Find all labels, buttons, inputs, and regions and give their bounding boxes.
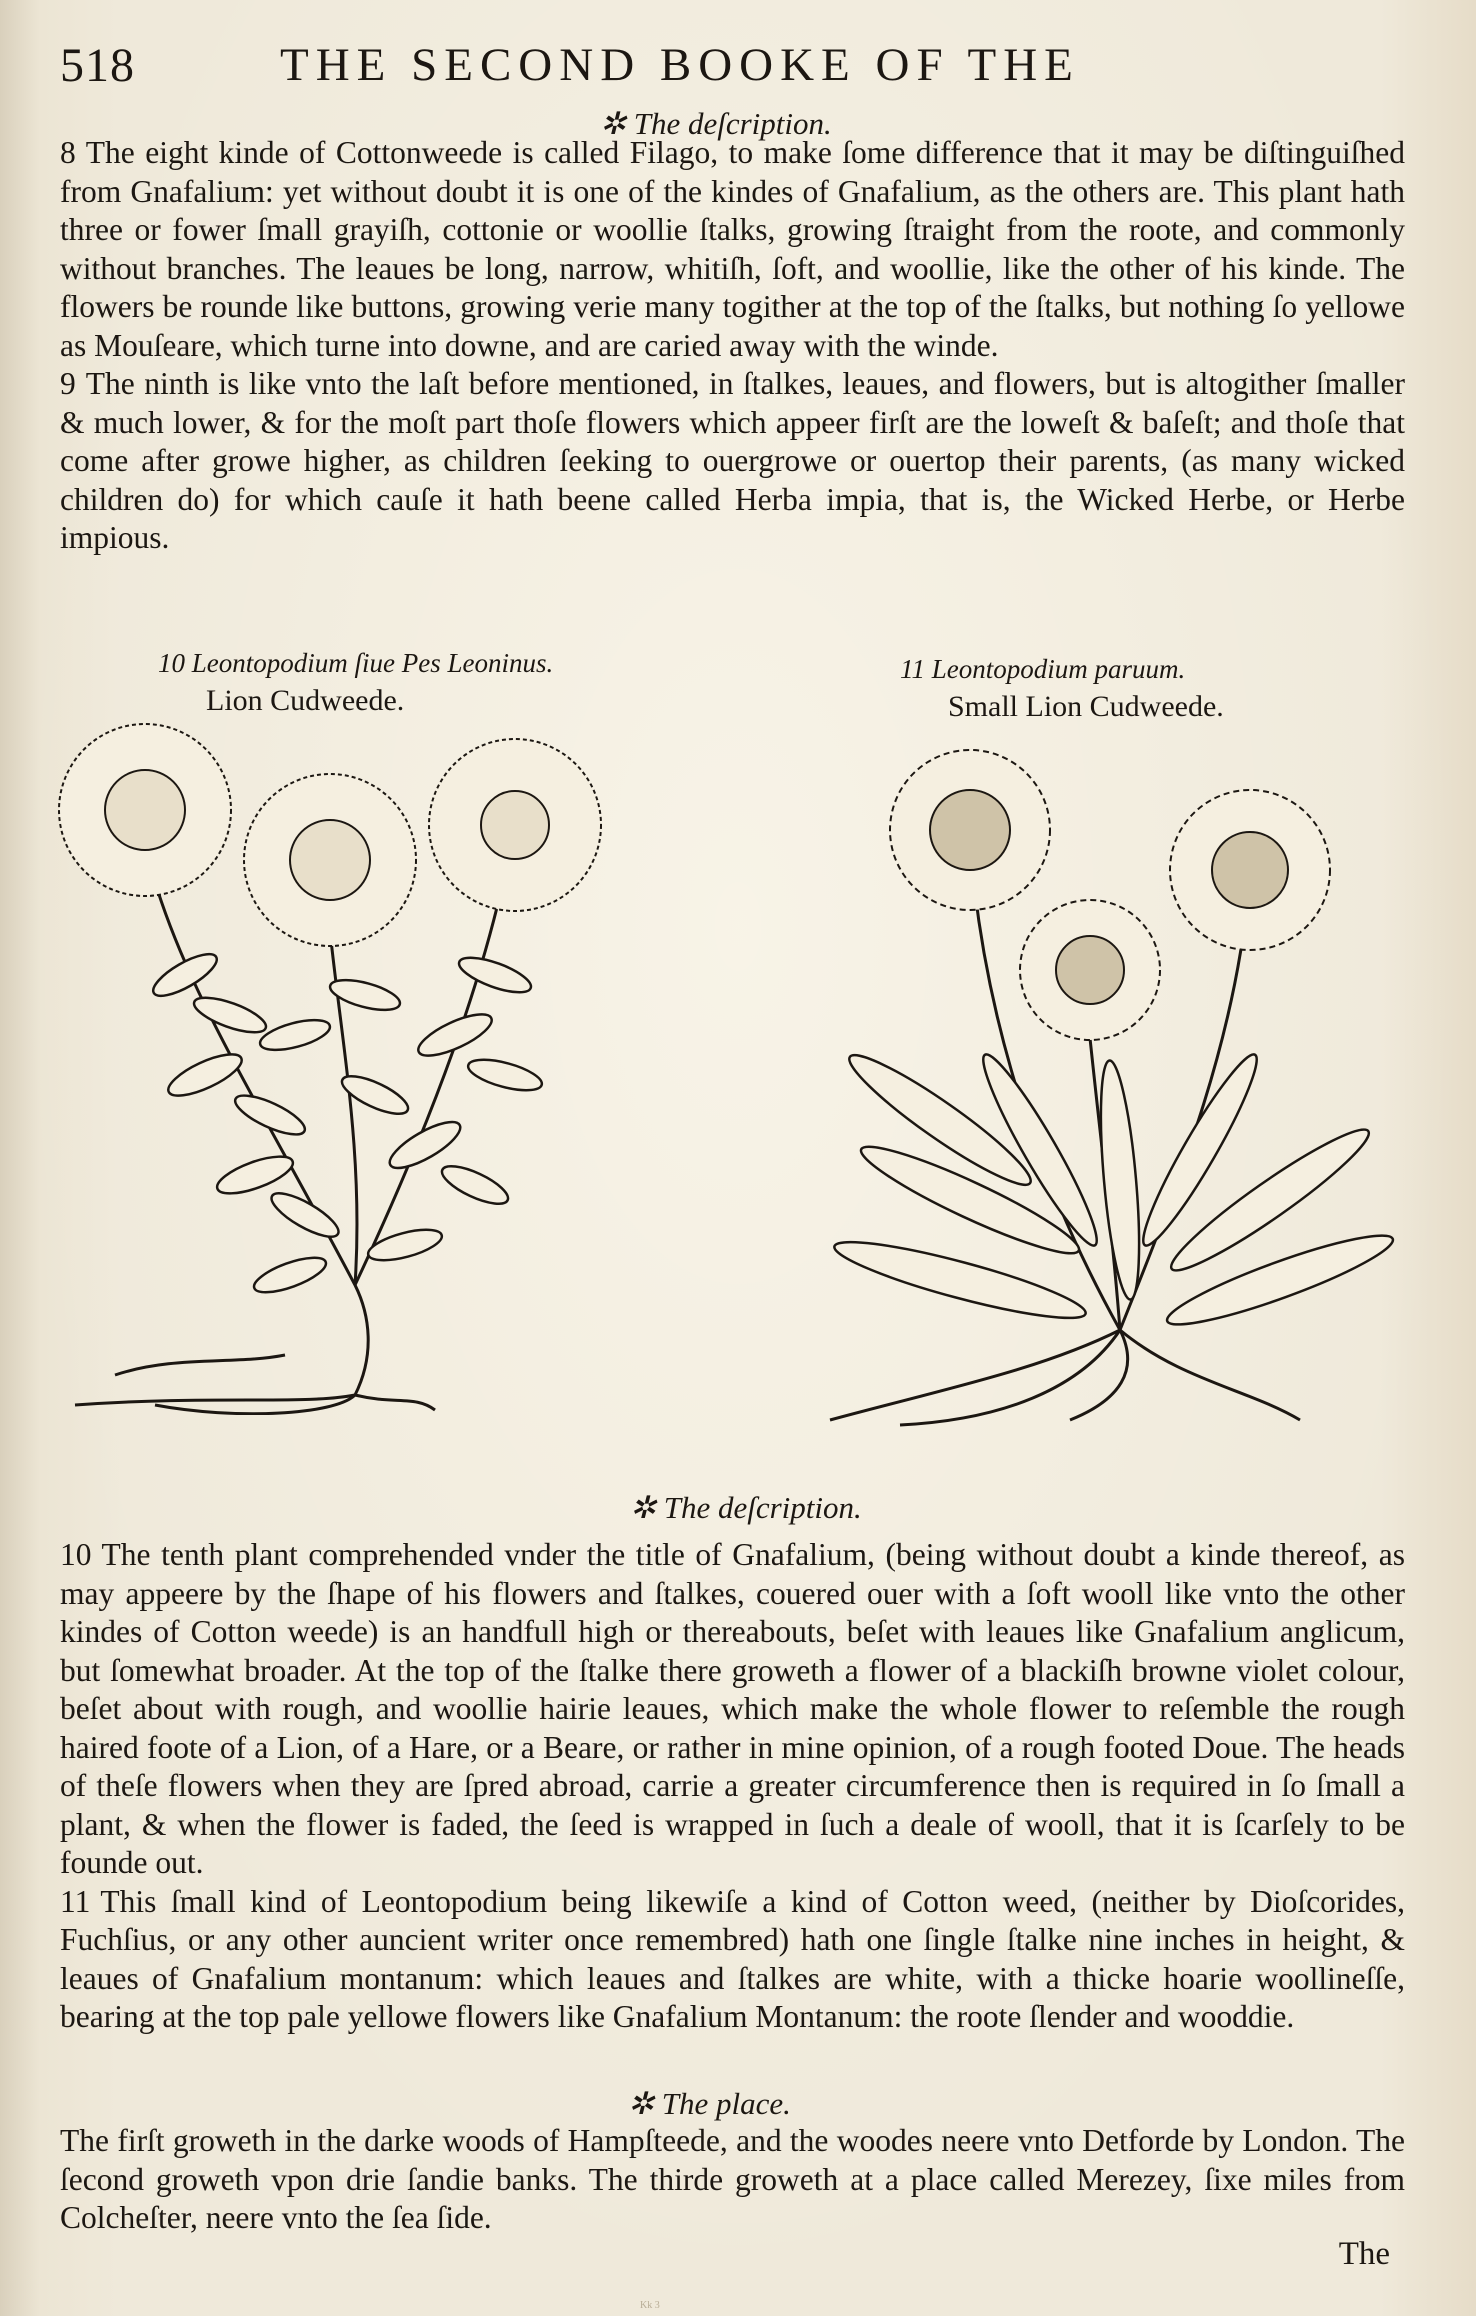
paragraph-number: 11 — [60, 1883, 91, 1919]
paragraph-10 — [60, 1536, 1405, 1883]
description-text-2 — [60, 1536, 1405, 2037]
paragraph-number: 8 — [60, 135, 76, 170]
lion-cudweede-woodcut — [55, 715, 655, 1415]
catchword: The — [1338, 2236, 1390, 2272]
figure-caption-11 — [900, 650, 1224, 726]
paragraph-8 — [60, 134, 1405, 365]
paragraph-text: The eight kinde of Cottonweede is called Filago, to make ſome difference that it may be diſtinguiſhed from Gnafalium: yet without doubt it is one of the kindes of Gnafalium, as the others are. This plant hath three or fower ſmall grayiſh, cottonie or woollie ſtalks, growing ſtraight from the roote, and commonly without branches. The leaues be long, narrow, whitiſh, ſoft, and woollie, like the other of his kinde. The flowers be rounde like buttons, growing verie many togither at the top of the ſtalks, but nothing ſo yellowe as Mouſeare, which turne into downe, and are caried away with the winde. — [60, 135, 1405, 363]
description-text-1 — [60, 134, 1405, 558]
paragraph-place: The firſt groweth in the darke woods of Hampſteede, and the woodes neere vnto Detforde by London. The ſecond groweth vpon drie ſandie banks. The thirde groweth at a place called Merezey, ſixe miles from Colcheſter, neere vnto the ſea ſide. — [60, 2123, 1405, 2235]
paragraph-number: 10 — [60, 1537, 92, 1572]
running-title: THE SECOND BOOKE OF THE — [280, 39, 1080, 91]
paragraph-text: This ſmall kind of Leontopodium being likewiſe a kind of Cotton weed, (neither by Dioſcorides, Fuchſius, or any other auncient writer once remembred) hath one ſingle ſtalke nine inches in height, & leaues of Gnafalium montanum: which leaues and ſtalkes are white, with a thicke hoarie woollineſſe, bearing at the top pale yellowe flowers like Gnafalium Montanum: the roote ſlender and wooddie. — [60, 1883, 1405, 2034]
paragraph-text: The tenth plant comprehended vnder the title of Gnafalium, (being without doubt a kinde thereof, as may appeere by the ſhape of his flowers and ſtalkes, couered ouer with a ſoft wooll like vnto the other kindes of Cotton weede) is an handfull high or thereabouts, beſet with leaues like Gnafalium anglicum, but ſomewhat broader. At the top of the ſtalke there groweth a flower of a blackiſh browne violet colour, beſet about with rough, and woollie hairie leaues, which make the whole flower to reſemble the rough haired foote of a Lion, of a Hare, or a Beare, or rather in mine opinion, of a rough footed Doue. The heads of theſe flowers when they are ſpred abroad, carrie a greater circumference then is required in ſo ſmall a plant, & when the flower is faded, the ſeed is wrapped in ſuch a deale of wooll, that it is ſcarſely to be founde out. — [60, 1537, 1405, 1880]
caption-latin: 10 Leontopodium ſiue Pes Leoninus. — [158, 648, 554, 678]
description-heading-2: ✲ The deſcription. — [630, 1490, 862, 1525]
place-text — [60, 2122, 1405, 2238]
caption-english: Small Lion Cudweede. — [948, 690, 1224, 723]
description-heading-1: ✲ The deſcription. — [600, 106, 832, 141]
paragraph-number: 9 — [60, 366, 76, 401]
paragraph-9 — [60, 365, 1405, 558]
paragraph-text: The ninth is like vnto the laſt before mentioned, in ſtalkes, leaues, and flowers, but is altogither ſmaller & much lower, & for the moſt part thoſe flowers which appeer firſt are the loweſt & baſeſt; and thoſe that come after growe higher, as children ſeeking to ouergrowe or ouertop their parents, (as many wicked children do) for which cauſe it hath beene called Herba impia, that is, the Wicked Herbe, or Herbe impious. — [60, 366, 1405, 555]
paragraph-11 — [60, 1883, 1405, 2037]
caption-latin: 11 Leontopodium paruum. — [900, 654, 1186, 684]
place-heading: ✲ The place. — [628, 2086, 791, 2121]
figure-caption-10 — [158, 644, 553, 720]
caption-english: Lion Cudweede. — [206, 684, 405, 717]
small-lion-cudweede-woodcut — [820, 730, 1400, 1430]
page-number: 518 — [60, 39, 135, 92]
signature-mark: Kk 3 — [640, 2300, 660, 2311]
